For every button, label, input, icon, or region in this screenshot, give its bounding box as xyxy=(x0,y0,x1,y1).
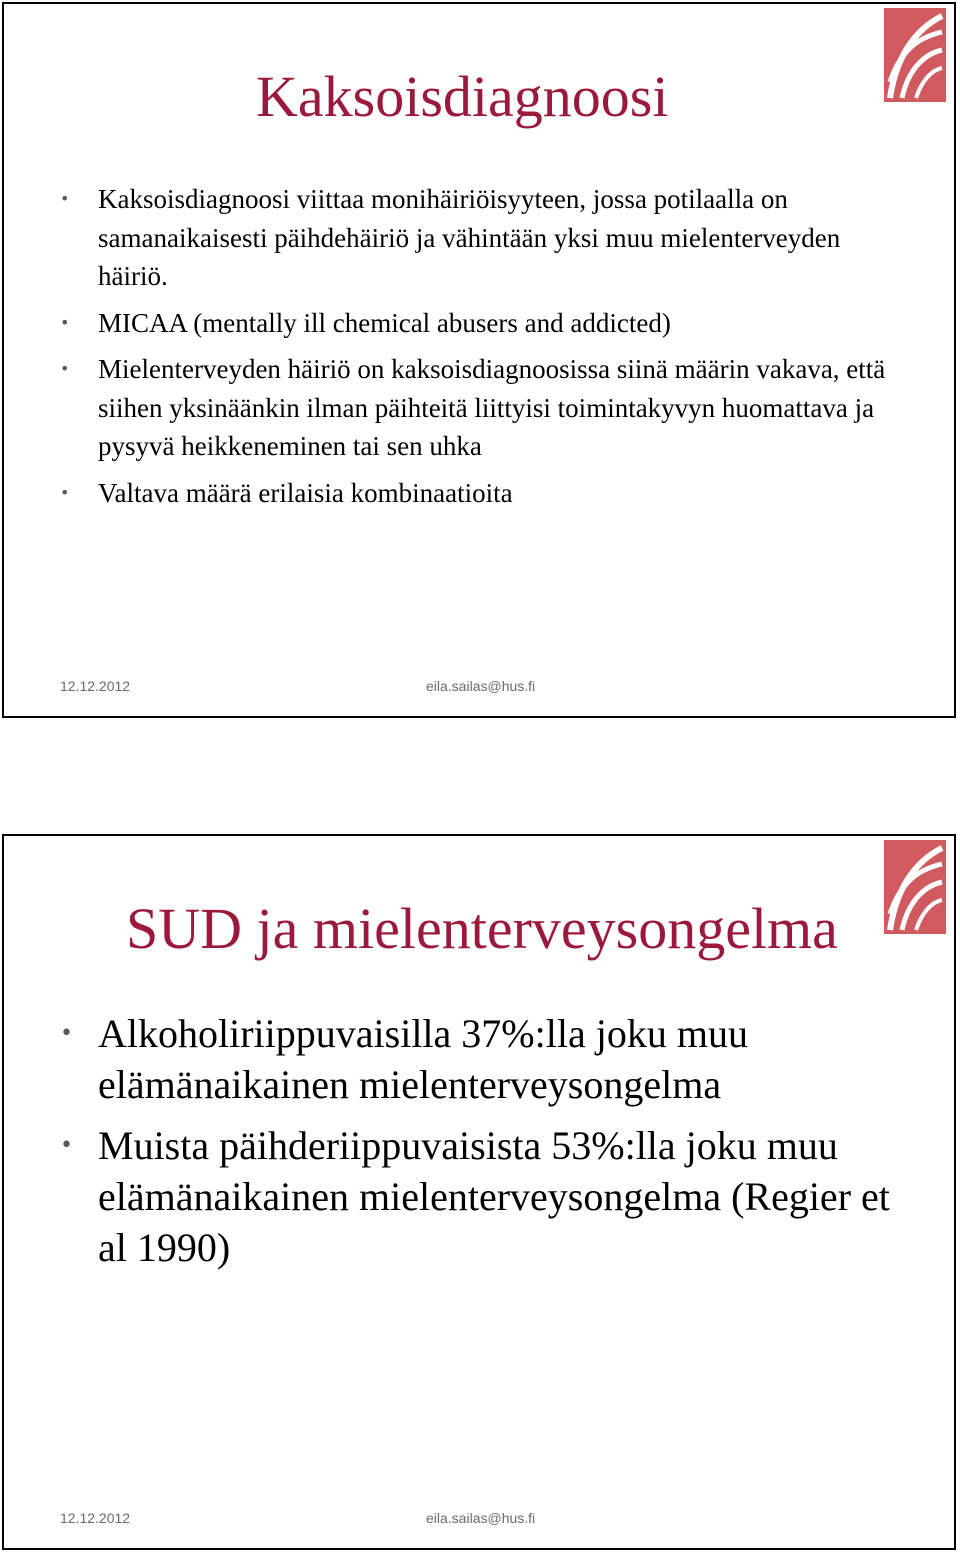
list-item xyxy=(60,180,890,296)
bullet-dot-icon: • xyxy=(60,189,70,208)
hus-logo-icon xyxy=(884,840,946,934)
bullet-text: Kaksoisdiagnoosi viittaa monihäiriöisyyteen, jossa potilaalla on samanaikaisesti päihdehäiriö ja vähintään yksi muu mielenterveyden häiriö. xyxy=(98,184,841,291)
bullet-dot-icon: • xyxy=(60,312,70,332)
bullet-list xyxy=(60,1008,920,1283)
slide-title: Kaksoisdiagnoosi xyxy=(256,64,669,129)
slide-title: SUD ja mielenterveysongelma xyxy=(126,896,838,961)
bullet-text: Alkoholiriippuvaisilla 37%:lla joku muu elämänaikainen mielenterveysongelma xyxy=(98,1011,748,1107)
bullet-text: Muista päihderiippuvaisista 53%:lla joku muu elämänaikainen mielenterveysongelma (Regier et al 1990) xyxy=(98,1123,890,1270)
bullet-dot-icon: • xyxy=(60,482,70,502)
list-item xyxy=(60,474,890,513)
footer-date: 12.12.2012 xyxy=(60,678,131,694)
footer-email: eila.sailas@hus.fi xyxy=(426,678,536,694)
bullet-text: MICAA (mentally ill chemical abusers and addicted) xyxy=(98,307,671,338)
slide-1 xyxy=(2,2,956,718)
footer-email: eila.sailas@hus.fi xyxy=(426,1510,536,1526)
list-item xyxy=(60,1120,920,1273)
list-item xyxy=(60,1008,920,1110)
hus-logo-icon xyxy=(884,8,946,102)
bullet-text: Mielenterveyden häiriö on kaksoisdiagnoosissa siinä määrin vakava, että siihen yksinäänkin ilman päihteitä liittyisi toimintakyvyn huomattava ja pysyvä heikkeneminen tai sen uhka xyxy=(98,354,886,461)
bullet-dot-icon: • xyxy=(60,1021,73,1046)
slide-2 xyxy=(2,834,956,1550)
list-item xyxy=(60,350,890,466)
bullet-text: Valtava määrä erilaisia kombinaatioita xyxy=(98,477,513,508)
bullet-list xyxy=(60,180,890,520)
bullet-dot-icon: • xyxy=(60,359,70,378)
bullet-dot-icon: • xyxy=(60,1133,73,1158)
footer-date: 12.12.2012 xyxy=(60,1510,131,1526)
list-item xyxy=(60,304,890,343)
